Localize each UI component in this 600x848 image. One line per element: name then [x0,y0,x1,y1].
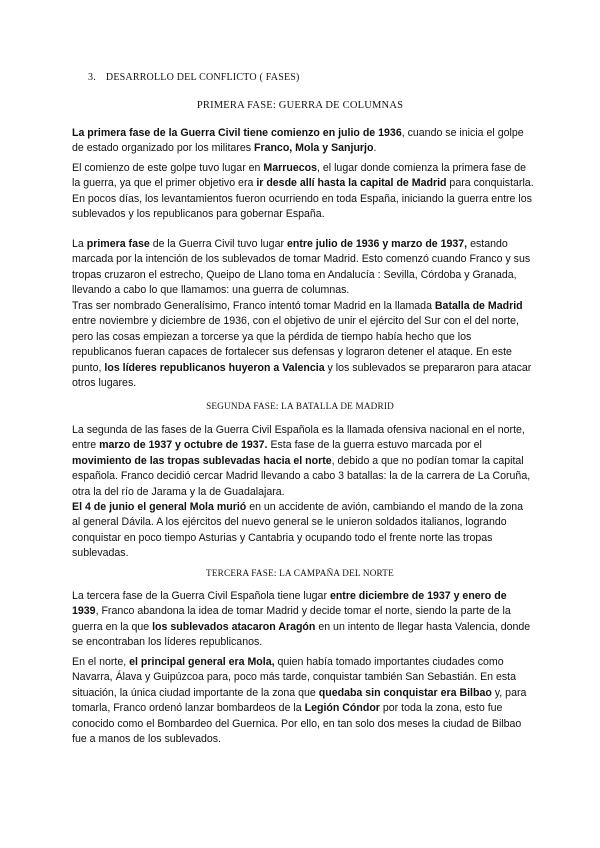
bold-text: los líderes republicanos huyeron a Valencia [104,361,325,374]
body-text: La segunda de las fases de la Guerra Civil Española es la llamada ofensiva nacional en el norte, entre [72,424,525,452]
body-text: entre noviembre y diciembre de 1936, con el objetivo de unir el ejército del Sur con el del norte, pero las cosas empiezan a torcerse ya que la pérdida de tiempo había hecho que los republicanos fueran capaces de fortalecer sus defensas y lograron detener el ataque. En este punto, [72,315,519,374]
phase-1-paragraph-4 [72,299,534,391]
phase-2-paragraph-2 [72,500,534,562]
bold-text: movimiento de las tropas sublevadas hacia el norte [72,454,332,467]
body-text: Esta fase de la guerra estuvo marcada por el [267,439,482,452]
phase-1-paragraph-2 [72,161,534,223]
body-text: En el norte, [72,656,130,668]
bold-text: Franco, Mola y Sanjurjo [253,142,374,155]
phase-3-paragraph-2 [72,655,534,747]
phase-3-title: TERCERA FASE: LA CAMPAÑA DEL NORTE [206,568,394,578]
phase-1-title: PRIMERA FASE: GUERRA DE COLUMNAS [196,100,404,111]
body-text: de la Guerra Civil tuvo lugar [149,238,287,250]
bold-text: primera fase [86,238,150,250]
body-text: Tras ser nombrado Generalísimo, Franco intentó tomar Madrid en la llamada [72,300,435,312]
body-text: estando marcada por la intención de los sublevados de tomar Madrid. Esto comenzó cuando Franco y sus tropas cruzaron el estrecho, Queipo de Llano toma en Andalucía : Sevilla, Córdoba y Granada, llevando a cabo lo que llamamos: una guerra de columnas. [72,238,531,297]
bold-text: El 4 de junio el general Mola murió [72,501,247,513]
body-text: en un accidente de avión, cambiando el mando de la zona al general Dávila. A los ejércitos del nuevo general se le unieron soldados italianos, logrando conquistar en poco tiempo Asturias y Cantabria y ocupando todo el frente norte las tropas sublevadas. [72,501,524,560]
body-text: y, para tomarla, Franco ordenó lanzar bombardeos de la [72,686,527,715]
body-text: La [72,238,87,250]
bold-text: marzo de 1937 y octubre de 1937. [99,439,268,452]
body-text: La tercera fase de la Guerra Civil Española tiene lugar [72,590,330,602]
body-text: quien había tomado importantes ciudades como Navarra, Álava y Guipúzcoa para, poco más tarde, conquistar también San Sebastián. En esta situación, la única ciudad importante de la zona que [72,656,517,699]
body-text: , Franco abandona la idea de tomar Madrid y decide tomar el norte, siendo la parte de la guerra en la que [72,605,511,633]
body-text: , el lugar donde comienza la primera fase de la guerra, ya que el primer objetivo era [72,162,527,190]
bold-text: entre diciembre de 1937 y enero de 1939 [72,590,507,618]
bold-text: Batalla de Madrid [434,300,523,312]
bold-text: entre julio de 1936 y marzo de 1937, [286,238,468,250]
phase-1-paragraph-3 [72,237,534,299]
body-text: en un intento de llegar hasta Valencia, donde se encontraban los líderes republicanos. [72,620,531,649]
body-text: por toda la zona, esto fue conocido como el Bombardeo del Guernica. Por ello, en tan solo dos meses la ciudad de Bilbao fue a manos de los sublevados. [72,702,522,746]
body-text: y los sublevados se prepararon para atacar otros lugares. [72,361,532,390]
bold-text: los sublevados atacaron Aragón [152,620,316,633]
section-heading [88,72,300,83]
phase-2-title: SEGUNDA FASE: LA BATALLA DE MADRID [206,401,394,411]
phase-3-paragraph-1 [72,589,534,651]
body-text: El comienzo de este golpe tuvo lugar en [72,162,264,174]
body-text: , debido a que no podían tomar la capital española. Franco decidió cercar Madrid llevando a cabo 3 batallas: la de la carrera de La Coruña, otra la del río de Jarama y la de Guadalajara. [72,454,531,498]
bold-text: La primera fase de la Guerra Civil tiene comienzo en julio de 1936 [72,127,402,139]
body-text: , cuando se inicia el golpe de estado organizado por los militares [72,127,524,155]
body-text: para conquistarla. En pocos días, los levantamientos fueron ocurriendo en toda España, iniciando la guerra entre los sublevados y los republicanos para gobernar España. [72,177,534,221]
section-number: 3. [88,72,96,83]
bold-text: Legión Cóndor [304,702,380,715]
body-text: . [373,142,377,155]
bold-text: Marruecos [263,162,317,174]
bold-text: quedaba sin conquistar era Bilbao [318,686,492,699]
phase-2-paragraph-1 [72,423,534,500]
section-title: DESARROLLO DEL CONFLICTO ( FASES) [105,72,300,83]
phase-1-paragraph-1 [72,126,534,157]
bold-text: ir desde allí hasta la capital de Madrid [256,177,447,190]
bold-text: el principal general era Mola, [129,656,275,668]
